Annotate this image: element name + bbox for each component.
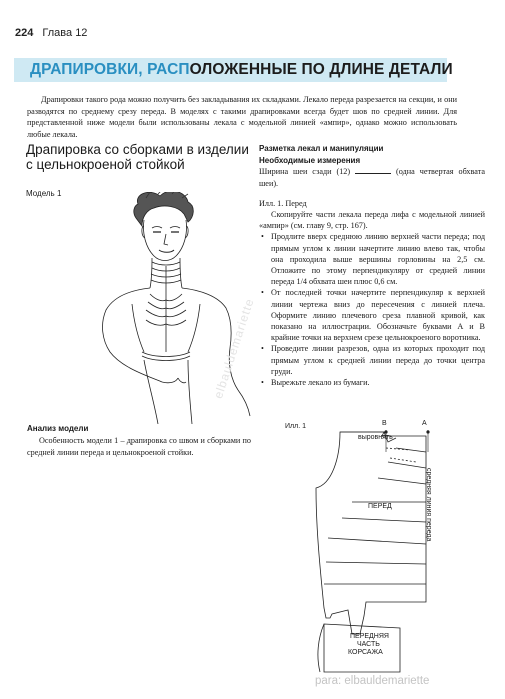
align-label: выровнять xyxy=(358,434,393,441)
measurement-suffix: (одна четвертая обхвата шеи). xyxy=(259,167,486,188)
model-label: Модель 1 xyxy=(26,189,62,198)
instruction-item: • Вырежьте лекало из бумаги. xyxy=(259,377,485,388)
ill-title: Илл. 1. Перед xyxy=(259,198,307,208)
front-label: ПЕРЕД xyxy=(368,503,392,510)
page-number: 224 xyxy=(15,27,34,39)
footer-watermark: para: elbauldemariette xyxy=(315,675,430,687)
diagonal-watermark: elbauldemariette xyxy=(211,296,257,401)
instruction-list xyxy=(259,231,485,388)
intro-text: Драпировки такого рода можно получить без закладывания их складками. Лекало переда разрезается на секции, и они разводятся по среднему срезу переда. В моделях с такими драпировками всегда будет шов по средней линии. Для представленной ниже модели были использованы лекала с модельной линией «ампир», однако можно использовать любые лекала. xyxy=(27,95,457,139)
page-title xyxy=(30,61,453,79)
title-part-blue: ДРАПИРОВКИ, РАСП xyxy=(30,61,190,78)
bottom-label-3: КОРСАЖА xyxy=(348,649,383,656)
measurement-line xyxy=(259,166,485,188)
analysis-text: Особенность модели 1 – драпировка со швом и сборками по средней линии переда и цельнокроеной стойки. xyxy=(27,436,251,457)
right-column xyxy=(259,143,485,388)
measurements-heading: Необходимые измерения xyxy=(259,156,361,166)
point-b-label: B xyxy=(382,420,387,427)
instruction-item: • От последней точки начертите перпендикуляр к верхней линии чертежа вниз до пересечения с линией плеча. Оформите линию плечевого среза плавной кривой, как показано на иллюстрации. Обозначьте буквами А и В крайние точки на верхнем срезе цельнокроеного воротника. xyxy=(259,287,485,343)
page-header xyxy=(15,27,87,39)
bottom-label-2: ЧАСТЬ xyxy=(357,641,380,648)
section-title: Драпировка со сборками в изделии с цельнокроеной стойкой xyxy=(26,142,249,172)
pattern-ill-label: Илл. 1 xyxy=(285,423,306,430)
instruction-item: • Продлите вверх среднюю линию верхней части переда; под прямым углом к линии начертите линию влево так, чтобы она проходила выше вершины горловины на 2,5 см. Отложите по этому перпендикуляру от средней линии переда 1/4 обхвата шеи плюс 0,6 см. xyxy=(259,231,485,287)
point-a-label: A xyxy=(422,420,427,427)
ill-intro: Скопируйте части лекала переда лифа с модельной линией «ампир» (см. главу 9, стр. 167). xyxy=(259,210,485,231)
measurement-blank xyxy=(355,166,391,174)
markup-heading: Разметка лекал и манипуляции xyxy=(259,144,384,153)
bottom-label-1: ПЕРЕДНЯЯ xyxy=(350,633,389,640)
center-line-label: средняя линия переда xyxy=(425,468,432,542)
title-part-dark: ОЛОЖЕННЫЕ ПО ДЛИНЕ ДЕТАЛИ xyxy=(189,61,453,78)
instruction-item: • Проведите линии разрезов, одна из которых проходит под прямым углом к средней линии переда до точки центра груди. xyxy=(259,343,485,377)
analysis-heading: Анализ модели xyxy=(27,424,89,433)
measurement-prefix: Ширина шеи сзади (12) xyxy=(259,167,351,177)
intro-paragraph xyxy=(27,94,457,140)
chapter-label: Глава 12 xyxy=(42,27,88,39)
